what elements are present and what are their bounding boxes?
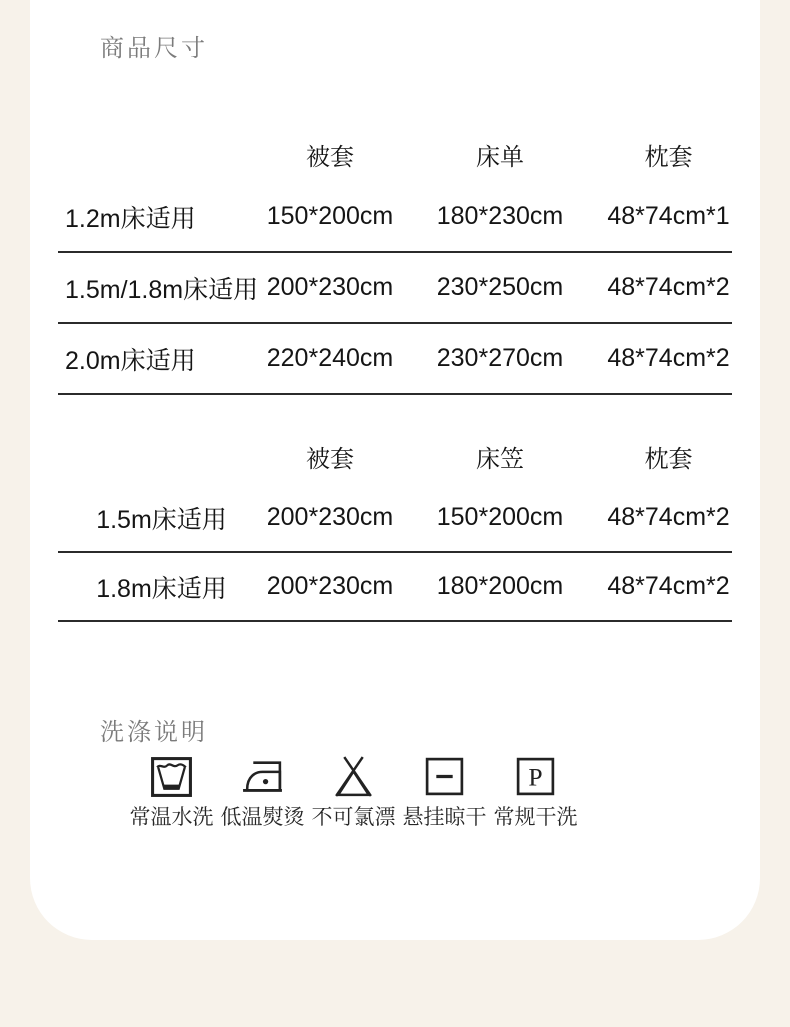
care-item-wash <box>128 754 215 831</box>
content-card <box>30 0 760 940</box>
size-cell: 48*74cm*1 <box>607 202 730 230</box>
size-cell: 48*74cm*2 <box>607 273 730 301</box>
row-label: 2.0m床适用 <box>65 346 196 375</box>
size-cell: 200*230cm <box>266 273 394 301</box>
table-header-pillowcase: 枕套 <box>644 143 693 171</box>
care-item-iron <box>219 754 306 831</box>
care-item-dry <box>401 754 488 831</box>
table-header-fitted-sheet: 床笠 <box>476 445 524 473</box>
size-cell: 200*230cm <box>266 503 394 531</box>
size-cell: 150*200cm <box>266 202 394 230</box>
row-label: 1.5m/1.8m床适用 <box>65 275 259 304</box>
table-header-duvet-cover: 被套 <box>306 445 354 473</box>
size-cell: 230*250cm <box>436 273 564 301</box>
size-cell: 48*74cm*2 <box>607 572 730 600</box>
table-row <box>58 553 732 622</box>
table-header-row <box>58 428 732 484</box>
care-instructions-row <box>128 754 579 831</box>
care-item-dry-clean <box>492 754 579 831</box>
row-label: 1.2m床适用 <box>65 204 196 233</box>
size-cell: 180*230cm <box>436 202 564 230</box>
table-row <box>58 253 732 324</box>
size-cell: 48*74cm*2 <box>607 503 730 531</box>
iron-low-icon <box>240 754 285 799</box>
size-cell: 220*240cm <box>266 344 394 372</box>
care-label: 悬挂晾干 <box>402 806 487 829</box>
care-label: 常规干洗 <box>493 806 578 829</box>
table-row <box>58 324 732 395</box>
size-cell: 180*200cm <box>436 572 564 600</box>
no-bleach-icon <box>331 754 376 799</box>
hang-dry-icon <box>422 754 467 799</box>
wash-tub-icon <box>149 754 194 799</box>
table-row <box>58 484 732 553</box>
care-label: 常温水洗 <box>129 806 214 829</box>
size-cell: 150*200cm <box>436 503 564 531</box>
table-header-bed-sheet: 床单 <box>476 143 524 171</box>
care-label: 不可氯漂 <box>311 806 396 829</box>
size-cell: 230*270cm <box>436 344 564 372</box>
size-section-title: 商品尺寸 <box>100 35 208 62</box>
care-item-bleach <box>310 754 397 831</box>
table-row <box>58 182 732 253</box>
size-table-sheet-set <box>58 126 732 395</box>
size-cell: 48*74cm*2 <box>607 344 730 372</box>
dry-clean-letter: P <box>528 762 543 792</box>
table-header-row <box>58 126 732 182</box>
table-header-pillowcase: 枕套 <box>644 445 693 473</box>
care-section-title: 洗涤说明 <box>100 719 208 746</box>
care-label: 低温熨烫 <box>220 806 305 829</box>
size-cell: 200*230cm <box>266 572 394 600</box>
row-label: 1.8m床适用 <box>96 574 227 603</box>
size-table-fitted-sheet-set <box>58 428 732 622</box>
row-label: 1.5m床适用 <box>96 505 227 534</box>
table-header-duvet-cover: 被套 <box>306 143 354 171</box>
dry-clean-p-icon <box>513 754 558 799</box>
